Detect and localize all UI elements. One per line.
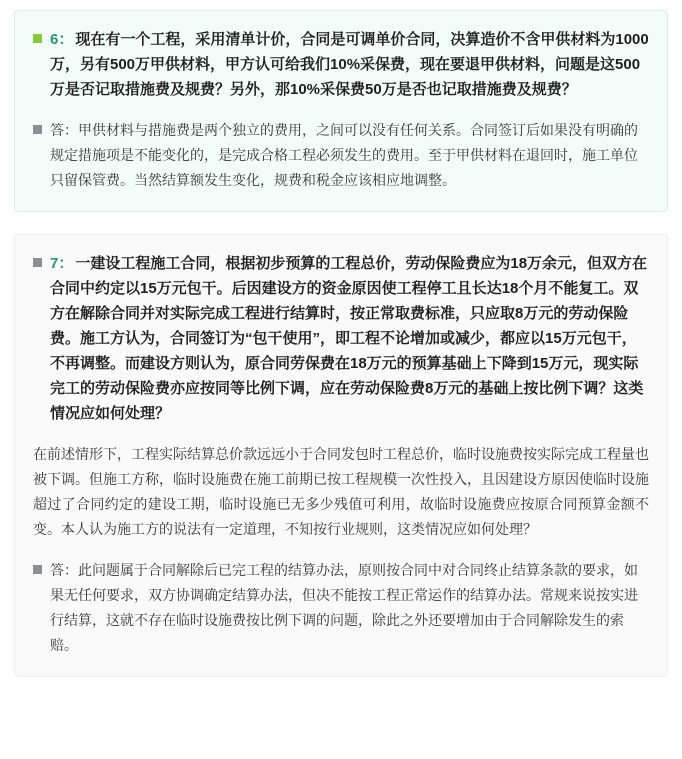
answer-row-1: [33, 118, 649, 193]
answer-text: 甲供材料与措施费是两个独立的费用，之间可以没有任何关系。合同签订后如果没有明确的规定措施项是不能变化的，是完成合格工程必须发生的费用。至于甲供材料在退回时，施工单位只留保管费。当然结算额发生变化，规费和税金应该相应地调整。: [50, 122, 638, 188]
answer-text: 此问题属于合同解除后已完工程的结算办法，原则按合同中对合同终止结算条款的要求，如果无任何要求，双方协调确定结算办法，但决不能按工程正常运作的结算办法。常规来说按实进行结算，这就不存在临时设施费按比例下调的问题，除此之外还要增加由于合同解除发生的索赔。: [50, 562, 638, 653]
answer-body-1: [50, 118, 649, 193]
question-text: 一建设工程施工合同，根据初步预算的工程总价，劳动保险费应为18万余元，但双方在合同中约定以15万元包干。后因建设方的资金原因使工程停工且长达18个月不能复工。双方在解除合同并对实际完成工程进行结算时，按正常取费标准，只应取8万元的劳动保险费。施工方认为，合同签订为“包干使用”，即工程不论增加或减少，都应以15万元包干，不再调整。而建设方则认为，原合同劳保费在18万元的预算基础上下降到15万元，现实际完工的劳动保险费亦应按同等比例下调，应在劳动保险费8万元的基础上按比例下调？这类情况应如何处理？: [50, 255, 648, 422]
answer-row-2: [33, 558, 649, 658]
square-marker-icon: [33, 565, 42, 574]
square-marker-icon: [33, 34, 42, 43]
qa-card-1: [14, 10, 668, 212]
answer-label: 答：: [50, 122, 78, 138]
question-body-1: [50, 27, 649, 102]
question-row-2: [33, 251, 649, 426]
square-marker-icon: [33, 258, 42, 267]
question-row-1: [33, 27, 649, 102]
square-marker-icon: [33, 125, 42, 134]
question-number: 6：: [50, 31, 74, 48]
qa-card-2: [14, 234, 668, 677]
answer-body-2: [50, 558, 649, 658]
question-number: 7：: [50, 255, 74, 272]
question-body-2: [50, 251, 649, 426]
answer-label: 答：: [50, 562, 78, 578]
question-extra-paragraph: 在前述情形下，工程实际结算总价款远远小于合同发包时工程总价，临时设施费按实际完成工程量也被下调。但施工方称，临时设施费在施工前期已按工程规模一次性投入，且因建设方原因使临时设施超过了合同约定的建设工期，临时设施已无多少残值可利用，故临时设施费应按原合同预算金额不变。本人认为施工方的说法有一定道理，不知按行业规则，这类情况应如何处理？: [33, 446, 649, 537]
question-text: 现在有一个工程，采用清单计价，合同是可调单价合同，决算造价不含甲供材料为1000万，另有500万甲供材料，甲方认可给我们10%采保费，现在要退甲供材料，问题是这500万是否记取措施费及规费？另外，那10%采保费50万是否也记取措施费及规费？: [50, 31, 649, 98]
